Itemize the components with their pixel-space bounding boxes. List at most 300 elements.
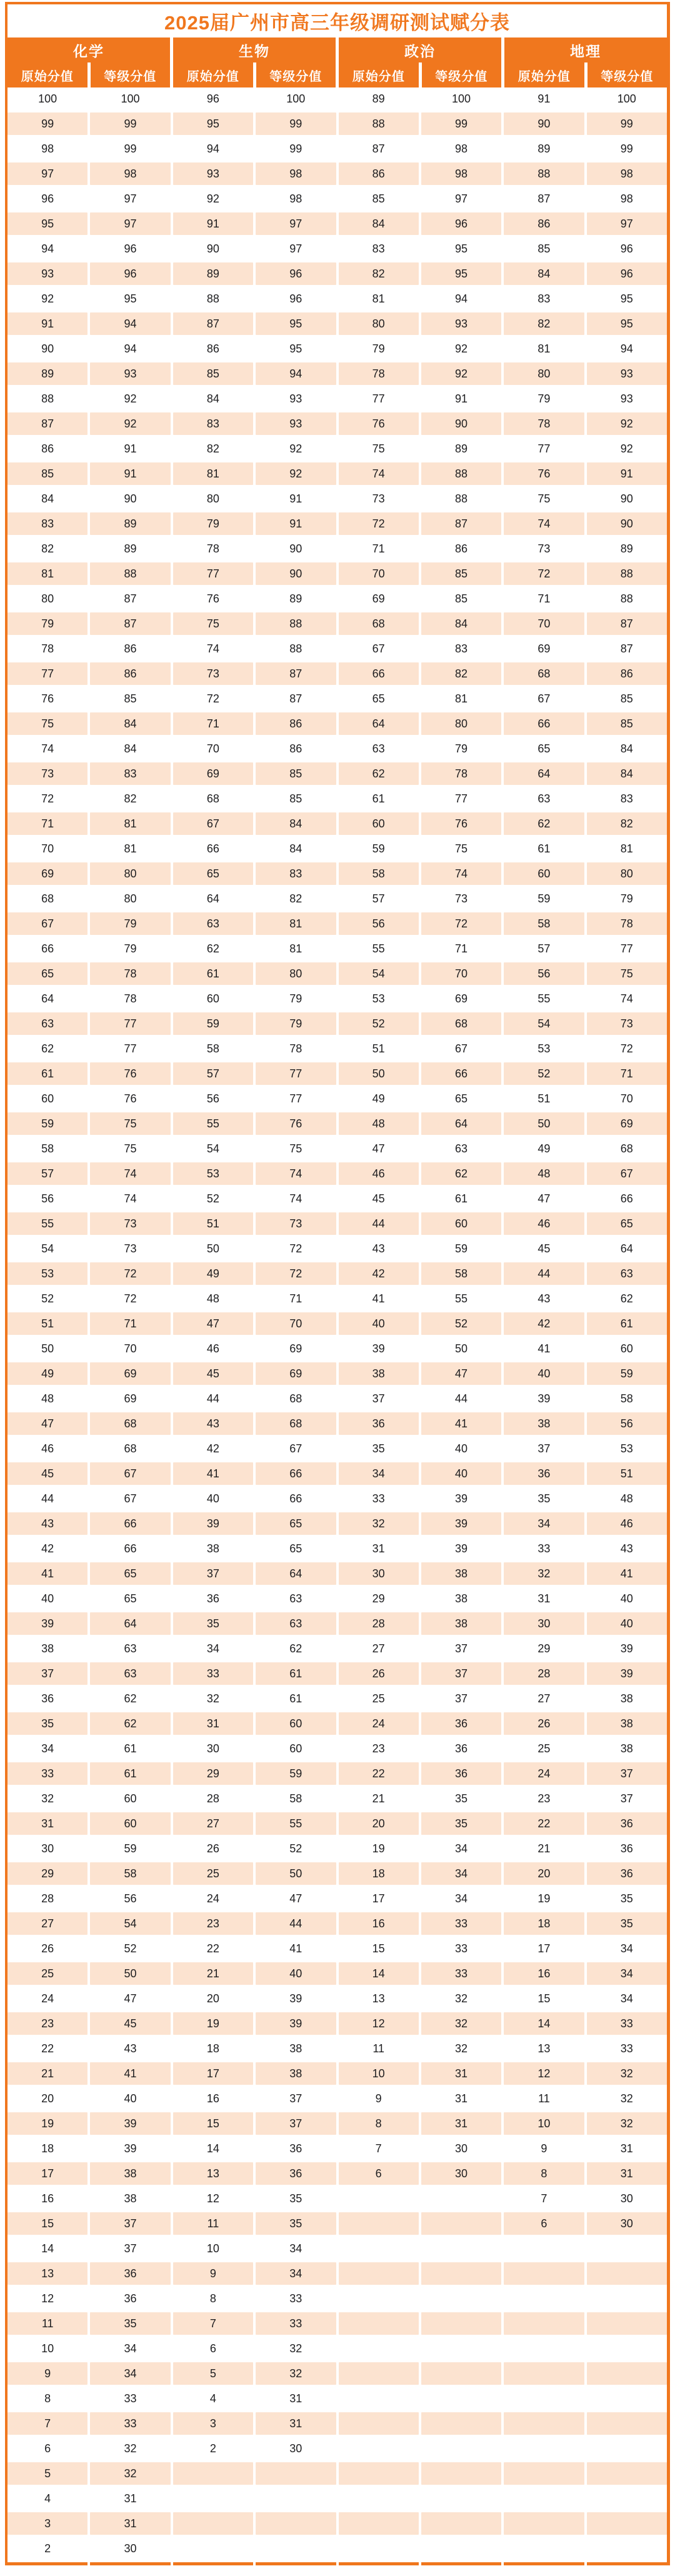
- table-cell: [421, 2237, 501, 2260]
- table-cell: 74: [90, 1162, 170, 1185]
- table-cell: 86: [173, 337, 253, 360]
- table-cell: 40: [8, 1587, 88, 1610]
- table-cell: 49: [173, 1262, 253, 1285]
- table-cell: 9: [173, 2262, 253, 2285]
- table-cell: 36: [339, 1412, 419, 1435]
- table-cell: 79: [90, 937, 170, 960]
- table-cell: 89: [90, 537, 170, 560]
- table-cell: 82: [421, 662, 501, 685]
- table-cell: 31: [173, 1712, 253, 1735]
- table-cell: 99: [587, 112, 667, 135]
- table-cell: 33: [256, 2312, 336, 2335]
- table-cell: 43: [173, 1412, 253, 1435]
- table-cell: 37: [421, 1662, 501, 1685]
- table-cell: 61: [256, 1662, 336, 1685]
- table-cell: 100: [421, 87, 501, 110]
- table-cell: 82: [90, 787, 170, 810]
- table-cell: 61: [504, 837, 584, 860]
- table-cell: 91: [8, 312, 88, 335]
- table-cell: 58: [173, 1037, 253, 1060]
- table-cell: 7: [8, 2412, 88, 2435]
- table-cell: 85: [587, 687, 667, 710]
- table-cell: 50: [8, 1337, 88, 1360]
- table-cell: 25: [8, 1962, 88, 1985]
- table-cell: [173, 2487, 253, 2510]
- table-cell: 79: [256, 1012, 336, 1035]
- subheader-geography: [504, 62, 667, 87]
- table-cell: 78: [256, 1037, 336, 1060]
- table-cell: 95: [90, 287, 170, 310]
- table-cell: 40: [256, 1962, 336, 1985]
- table-cell: 89: [504, 137, 584, 160]
- table-cell: 46: [339, 1162, 419, 1185]
- table-cell: 10: [173, 2237, 253, 2260]
- table-cell: 40: [173, 1487, 253, 1510]
- column-header-grade-score: 等级分值: [601, 69, 654, 84]
- table-cell: 55: [504, 987, 584, 1010]
- table-cell: 81: [90, 812, 170, 835]
- table-cell: 87: [256, 687, 336, 710]
- table-cell: 18: [504, 1912, 584, 1935]
- table-cell: 49: [504, 1137, 584, 1160]
- table-cell: 95: [173, 112, 253, 135]
- table-cell: 60: [90, 1787, 170, 1810]
- table-cell: 77: [90, 1012, 170, 1035]
- table-cell: 81: [256, 937, 336, 960]
- table-cell: 67: [90, 1487, 170, 1510]
- subject-group-politics: [339, 37, 501, 87]
- table-cell: 58: [587, 1387, 667, 1410]
- table-cell: 28: [504, 1662, 584, 1685]
- table-cell: 14: [339, 1962, 419, 1985]
- table-cell: 6: [339, 2162, 419, 2185]
- table-cell: 89: [421, 437, 501, 460]
- table-cell: 34: [587, 1962, 667, 1985]
- subject-label-politics: 政治: [404, 42, 436, 59]
- table-cell: 8: [173, 2287, 253, 2310]
- table-cell: 77: [90, 1037, 170, 1060]
- table-cell: 78: [587, 912, 667, 935]
- table-cell: 19: [504, 1887, 584, 1910]
- table-cell: 52: [339, 1012, 419, 1035]
- table-cell: 11: [339, 2037, 419, 2060]
- table-cell: 59: [173, 1012, 253, 1035]
- table-cell: 39: [173, 1512, 253, 1535]
- table-cell: 32: [339, 1512, 419, 1535]
- table-cell: 92: [90, 387, 170, 410]
- table-cell: 32: [8, 1787, 88, 1810]
- table-cell: 65: [256, 1512, 336, 1535]
- table-cell: 55: [339, 937, 419, 960]
- table-cell: 32: [421, 2012, 501, 2035]
- table-cell: 63: [339, 737, 419, 760]
- table-cell: 34: [256, 2237, 336, 2260]
- table-cell: 4: [8, 2487, 88, 2510]
- table-cell: 95: [421, 237, 501, 260]
- table-cell: 40: [421, 1437, 501, 1460]
- table-cell: 19: [8, 2112, 88, 2135]
- table-cell: 64: [339, 712, 419, 735]
- table-cell: 54: [504, 1012, 584, 1035]
- table-cell: 74: [256, 1187, 336, 1210]
- table-cell: 41: [173, 1462, 253, 1485]
- table-cell: 96: [587, 262, 667, 285]
- table-cell: 67: [256, 1437, 336, 1460]
- table-cell: 78: [8, 637, 88, 660]
- table-cell: 33: [90, 2412, 170, 2435]
- table-cell: 38: [421, 1562, 501, 1585]
- table-cell: 48: [587, 1487, 667, 1510]
- table-cell: 76: [421, 812, 501, 835]
- table-cell: 75: [173, 612, 253, 635]
- table-cell: 69: [587, 1112, 667, 1135]
- table-cell: 84: [587, 762, 667, 785]
- table-cell: 11: [504, 2087, 584, 2110]
- table-cell: 92: [256, 437, 336, 460]
- table-cell: 5: [173, 2362, 253, 2385]
- table-cell: 64: [256, 1562, 336, 1585]
- table-cell: [173, 2537, 253, 2560]
- table-cell: 89: [339, 87, 419, 110]
- table-cell: 50: [504, 1112, 584, 1135]
- table-cell: 38: [173, 1537, 253, 1560]
- table-cell: 82: [173, 437, 253, 460]
- table-cell: [421, 2462, 501, 2485]
- table-cell: 67: [421, 1037, 501, 1060]
- table-cell: 17: [173, 2062, 253, 2085]
- table-cell: 31: [421, 2062, 501, 2085]
- table-cell: 55: [173, 1112, 253, 1135]
- table-cell: 37: [587, 1762, 667, 1785]
- table-cell: 51: [504, 1087, 584, 1110]
- table-cell: 76: [173, 587, 253, 610]
- table-cell: [587, 2537, 667, 2560]
- table-cell: 84: [8, 487, 88, 510]
- table-cell: 89: [90, 512, 170, 535]
- table-cell: 35: [339, 1437, 419, 1460]
- table-cell: [504, 2287, 584, 2310]
- table-cell: 85: [90, 687, 170, 710]
- table-cell: [504, 2312, 584, 2335]
- table-cell: 92: [587, 437, 667, 460]
- table-cell: [256, 2537, 336, 2560]
- table-cell: 62: [90, 1687, 170, 1710]
- table-cell: 60: [173, 987, 253, 1010]
- table-cell: 48: [339, 1112, 419, 1135]
- table-cell: 34: [421, 1862, 501, 1885]
- table-cell: 7: [173, 2312, 253, 2335]
- table-cell: [173, 2512, 253, 2535]
- table-cell: [421, 2337, 501, 2360]
- table-bottom-border: [421, 2562, 501, 2565]
- table-cell: 31: [587, 2162, 667, 2185]
- table-cell: 85: [421, 562, 501, 585]
- table-cell: 80: [90, 887, 170, 910]
- table-cell: [339, 2212, 419, 2235]
- table-cell: 77: [256, 1087, 336, 1110]
- table-cell: 80: [173, 487, 253, 510]
- table-cell: 72: [8, 787, 88, 810]
- table-cell: 31: [421, 2087, 501, 2110]
- table-cell: 62: [339, 762, 419, 785]
- table-cell: 98: [8, 137, 88, 160]
- table-cell: 50: [421, 1337, 501, 1360]
- table-cell: 51: [8, 1312, 88, 1335]
- table-cell: 66: [504, 712, 584, 735]
- table-cell: 81: [504, 337, 584, 360]
- table-cell: 36: [8, 1687, 88, 1710]
- table-cell: 40: [587, 1587, 667, 1610]
- table-cell: 74: [8, 737, 88, 760]
- table-cell: 96: [173, 87, 253, 110]
- table-cell: 39: [504, 1387, 584, 1410]
- table-cell: 32: [90, 2462, 170, 2485]
- table-cell: 90: [256, 562, 336, 585]
- table-cell: 74: [504, 512, 584, 535]
- table-cell: 67: [173, 812, 253, 835]
- table-cell: 70: [256, 1312, 336, 1335]
- table-cell: 59: [504, 887, 584, 910]
- table-cell: [504, 2387, 584, 2410]
- table-cell: 38: [504, 1412, 584, 1435]
- table-cell: 81: [8, 562, 88, 585]
- table-cell: 67: [339, 637, 419, 660]
- table-cell: 45: [339, 1187, 419, 1210]
- table-cell: [339, 2237, 419, 2260]
- table-cell: 86: [421, 537, 501, 560]
- table-cell: 44: [421, 1387, 501, 1410]
- table-cell: 35: [256, 2212, 336, 2235]
- table-cell: 61: [8, 1062, 88, 1085]
- table-cell: 82: [339, 262, 419, 285]
- table-cell: [421, 2187, 501, 2210]
- table-cell: 30: [339, 1562, 419, 1585]
- table-cell: 49: [339, 1087, 419, 1110]
- table-cell: 61: [90, 1737, 170, 1760]
- table-cell: 20: [504, 1862, 584, 1885]
- table-cell: 17: [8, 2162, 88, 2185]
- table-cell: 96: [421, 212, 501, 235]
- table-cell: 95: [587, 287, 667, 310]
- table-cell: 13: [8, 2262, 88, 2285]
- table-cell: 88: [173, 287, 253, 310]
- table-cell: 49: [8, 1362, 88, 1385]
- table-cell: 36: [90, 2262, 170, 2285]
- table-cell: 97: [90, 187, 170, 210]
- table-cell: 69: [90, 1387, 170, 1410]
- table-cell: 62: [504, 812, 584, 835]
- table-cell: [421, 2512, 501, 2535]
- table-cell: 42: [173, 1437, 253, 1460]
- table-cell: 30: [587, 2187, 667, 2210]
- table-cell: 72: [90, 1287, 170, 1310]
- table-cell: 70: [421, 962, 501, 985]
- subheader-biology: [173, 62, 336, 87]
- table-cell: 39: [421, 1537, 501, 1560]
- table-cell: 78: [504, 412, 584, 435]
- table-cell: 32: [173, 1687, 253, 1710]
- table-cell: 39: [90, 2112, 170, 2135]
- table-cell: [256, 2487, 336, 2510]
- table-cell: 68: [256, 1387, 336, 1410]
- table-cell: 63: [587, 1262, 667, 1285]
- table-cell: 52: [173, 1187, 253, 1210]
- table-cell: 64: [421, 1112, 501, 1135]
- table-cell: 65: [8, 962, 88, 985]
- table-cell: [339, 2362, 419, 2385]
- table-cell: 95: [256, 312, 336, 335]
- table-cell: 33: [8, 1762, 88, 1785]
- table-cell: 88: [90, 562, 170, 585]
- table-cell: 17: [339, 1887, 419, 1910]
- table-cell: 47: [90, 1987, 170, 2010]
- table-cell: 35: [504, 1487, 584, 1510]
- table-cell: 41: [256, 1937, 336, 1960]
- subheader-politics: [339, 62, 501, 87]
- table-cell: 82: [256, 887, 336, 910]
- table-cell: 79: [587, 887, 667, 910]
- table-cell: 91: [90, 437, 170, 460]
- table-cell: 88: [587, 562, 667, 585]
- table-bottom-border: [256, 2562, 336, 2565]
- table-cell: 87: [256, 662, 336, 685]
- table-cell: 60: [587, 1337, 667, 1360]
- table-cell: 70: [173, 737, 253, 760]
- table-cell: 98: [256, 162, 336, 185]
- table-cell: 74: [339, 462, 419, 485]
- table-cell: 2: [8, 2537, 88, 2560]
- table-cell: 50: [256, 1862, 336, 1885]
- table-cell: 79: [339, 337, 419, 360]
- table-cell: 6: [8, 2437, 88, 2460]
- table-cell: 62: [8, 1037, 88, 1060]
- table-cell: 94: [173, 137, 253, 160]
- table-cell: 27: [8, 1912, 88, 1935]
- table-cell: 42: [339, 1262, 419, 1285]
- table-cell: [339, 2537, 419, 2560]
- subject-label-geography: 地理: [570, 42, 601, 59]
- table-cell: [587, 2437, 667, 2460]
- score-table-card: [5, 2, 670, 2565]
- table-cell: 71: [8, 812, 88, 835]
- table-cell: 92: [587, 412, 667, 435]
- table-cell: [504, 2262, 584, 2285]
- table-cell: 36: [256, 2137, 336, 2160]
- table-cell: 11: [173, 2212, 253, 2235]
- table-cell: 44: [173, 1387, 253, 1410]
- table-cell: 81: [421, 687, 501, 710]
- column-header-original-score: 原始分值: [518, 69, 571, 84]
- table-cell: 66: [8, 937, 88, 960]
- table-cell: 70: [90, 1337, 170, 1360]
- table-cell: 31: [587, 2137, 667, 2160]
- table-cell: [504, 2462, 584, 2485]
- table-cell: 23: [8, 2012, 88, 2035]
- table-cell: [587, 2287, 667, 2310]
- table-cell: 100: [8, 87, 88, 110]
- table-cell: 89: [256, 587, 336, 610]
- table-cell: 98: [421, 162, 501, 185]
- table-cell: 38: [256, 2062, 336, 2085]
- table-cell: 21: [504, 1837, 584, 1860]
- table-cell: 39: [587, 1662, 667, 1685]
- table-cell: 61: [339, 787, 419, 810]
- table-cell: 76: [256, 1112, 336, 1135]
- table-cell: 54: [90, 1912, 170, 1935]
- table-cell: 61: [256, 1687, 336, 1710]
- table-cell: 65: [173, 862, 253, 885]
- table-cell: 79: [8, 612, 88, 635]
- table-bottom-border: [587, 2562, 667, 2565]
- table-cell: 66: [339, 662, 419, 685]
- table-cell: 56: [504, 962, 584, 985]
- column-header-grade-score: 等级分值: [269, 69, 322, 84]
- table-cell: 33: [587, 2037, 667, 2060]
- table-cell: 68: [90, 1437, 170, 1460]
- table-cell: 79: [173, 512, 253, 535]
- table-cell: 87: [504, 187, 584, 210]
- table-cell: 91: [504, 87, 584, 110]
- table-cell: 70: [339, 562, 419, 585]
- table-cell: 93: [90, 362, 170, 385]
- table-cell: 63: [90, 1662, 170, 1685]
- table-cell: 61: [90, 1762, 170, 1785]
- score-table: [8, 87, 667, 2565]
- table-cell: 29: [339, 1587, 419, 1610]
- table-cell: 63: [8, 1012, 88, 1035]
- table-cell: 47: [8, 1412, 88, 1435]
- table-cell: 86: [504, 212, 584, 235]
- table-cell: 60: [256, 1712, 336, 1735]
- table-cell: 57: [339, 887, 419, 910]
- table-cell: 31: [339, 1537, 419, 1560]
- table-cell: 16: [173, 2087, 253, 2110]
- table-cell: 84: [421, 612, 501, 635]
- table-cell: 81: [173, 462, 253, 485]
- table-cell: 36: [421, 1712, 501, 1735]
- table-cell: 92: [256, 462, 336, 485]
- table-cell: 75: [339, 437, 419, 460]
- table-cell: 59: [90, 1837, 170, 1860]
- table-cell: 88: [339, 112, 419, 135]
- table-cell: [339, 2187, 419, 2210]
- table-cell: 9: [504, 2137, 584, 2160]
- table-cell: 38: [90, 2187, 170, 2210]
- table-cell: 83: [587, 787, 667, 810]
- table-cell: 92: [173, 187, 253, 210]
- table-cell: 73: [421, 887, 501, 910]
- table-cell: 23: [339, 1737, 419, 1760]
- table-cell: 59: [587, 1362, 667, 1385]
- table-cell: 36: [173, 1587, 253, 1610]
- table-cell: 34: [90, 2362, 170, 2385]
- table-cell: 87: [587, 637, 667, 660]
- table-cell: 72: [256, 1262, 336, 1285]
- table-cell: 92: [421, 362, 501, 385]
- table-cell: 94: [256, 362, 336, 385]
- table-cell: 33: [256, 2287, 336, 2310]
- table-cell: 12: [173, 2187, 253, 2210]
- table-cell: 39: [90, 2137, 170, 2160]
- table-cell: 15: [339, 1937, 419, 1960]
- table-cell: 92: [421, 337, 501, 360]
- table-cell: 91: [587, 462, 667, 485]
- table-cell: 30: [504, 1612, 584, 1635]
- table-cell: 85: [421, 587, 501, 610]
- table-cell: 67: [90, 1462, 170, 1485]
- table-cell: 71: [504, 587, 584, 610]
- table-cell: 8: [504, 2162, 584, 2185]
